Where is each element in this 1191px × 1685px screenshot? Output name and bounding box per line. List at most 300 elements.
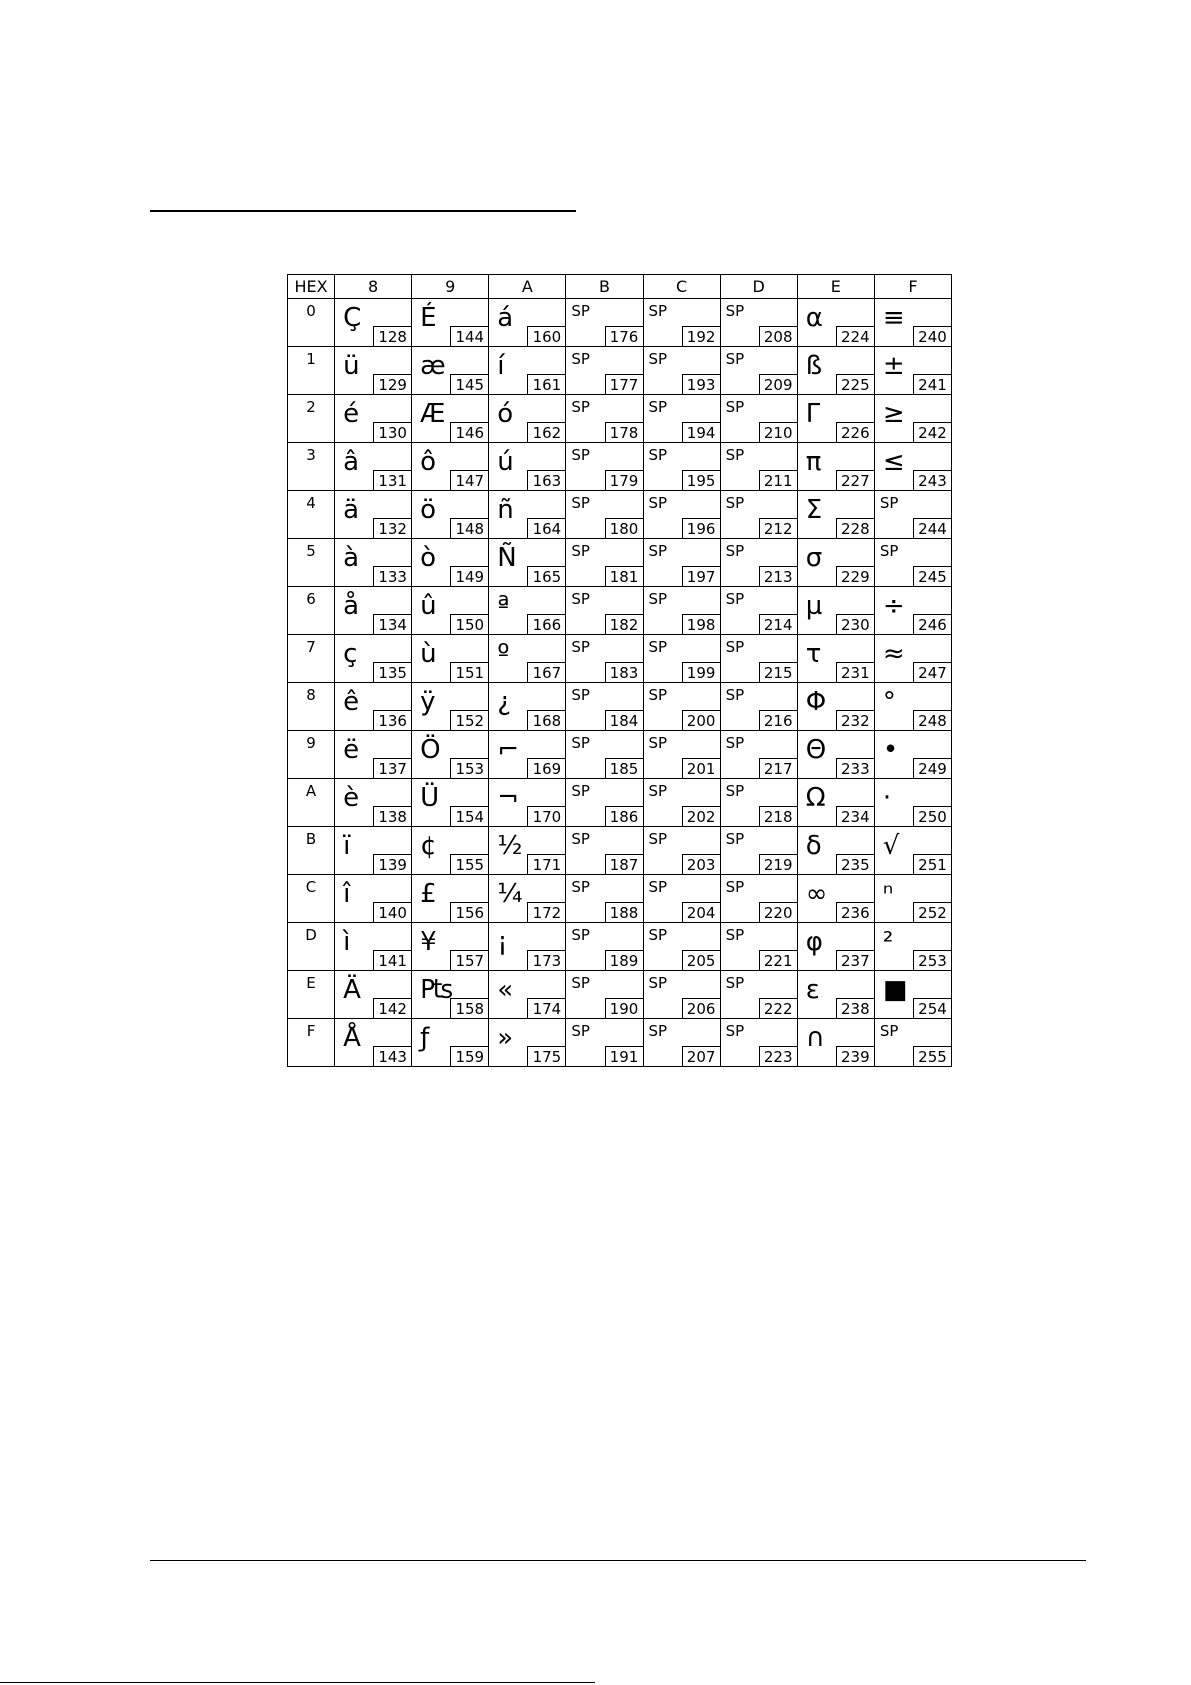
space-marker: SP [725, 974, 745, 992]
char-cell [412, 971, 489, 1019]
space-marker: SP [571, 734, 590, 752]
char-cell [335, 779, 412, 827]
char-cell [720, 539, 797, 587]
char-cell [412, 779, 489, 827]
char-cell [720, 587, 797, 635]
space-marker: SP [725, 782, 745, 800]
character-glyph: ó [497, 399, 514, 429]
decimal-code: 184 [605, 710, 643, 730]
decimal-code: 212 [759, 518, 797, 538]
table-row [288, 443, 952, 491]
character-glyph: æ [420, 351, 446, 381]
space-marker: SP [725, 494, 745, 512]
row-hex-cell [288, 347, 335, 395]
char-cell [489, 923, 566, 971]
row-hex-label: D [305, 926, 317, 944]
character-glyph: ¢ [420, 831, 437, 861]
char-cell [797, 683, 874, 731]
row-hex-cell [288, 923, 335, 971]
char-cell [489, 635, 566, 683]
space-marker: SP [571, 974, 590, 992]
space-marker: SP [725, 734, 745, 752]
char-cell [720, 779, 797, 827]
decimal-code: 142 [373, 998, 411, 1018]
table-body [288, 299, 952, 1067]
decimal-code: 189 [605, 950, 643, 970]
character-glyph: ≥ [882, 399, 905, 429]
decimal-code: 220 [759, 902, 797, 922]
decimal-code: 251 [913, 854, 951, 874]
space-marker: SP [725, 830, 745, 848]
char-cell [797, 299, 874, 347]
char-cell [335, 827, 412, 875]
decimal-code: 208 [759, 326, 797, 346]
row-hex-label: 1 [306, 350, 316, 368]
char-cell [643, 731, 720, 779]
character-glyph: ¬ [497, 783, 520, 813]
character-glyph: ù [420, 639, 437, 669]
table-row [288, 635, 952, 683]
decimal-code: 197 [682, 566, 720, 586]
char-cell [720, 395, 797, 443]
character-glyph: ì [343, 927, 351, 957]
decimal-code: 225 [836, 374, 874, 394]
decimal-code: 170 [527, 806, 565, 826]
character-glyph: £ [420, 879, 437, 909]
row-hex-label: F [306, 1022, 316, 1040]
char-cell [643, 395, 720, 443]
decimal-code: 201 [682, 758, 720, 778]
space-marker: SP [571, 686, 590, 704]
table-row [288, 971, 952, 1019]
char-cell [412, 1019, 489, 1067]
char-cell [797, 587, 874, 635]
character-glyph: ß [805, 351, 823, 381]
char-cell [566, 1019, 643, 1067]
character-glyph: Ω [805, 783, 826, 813]
space-marker: SP [725, 686, 745, 704]
character-glyph: ï [343, 831, 351, 861]
table-row [288, 1019, 952, 1067]
decimal-code: 207 [682, 1046, 720, 1066]
char-cell [412, 923, 489, 971]
space-marker: SP [648, 830, 668, 848]
character-glyph: Ä [343, 975, 361, 1005]
decimal-code: 172 [527, 902, 565, 922]
char-cell [412, 539, 489, 587]
decimal-code: 224 [836, 326, 874, 346]
space-marker: SP [879, 494, 899, 512]
char-cell [335, 443, 412, 491]
character-glyph: ê [343, 687, 360, 717]
decimal-code: 166 [527, 614, 565, 634]
space-marker: SP [571, 590, 590, 608]
character-glyph: α [805, 303, 823, 333]
char-cell [874, 347, 951, 395]
char-cell [874, 635, 951, 683]
row-hex-cell [288, 731, 335, 779]
decimal-code: 204 [682, 902, 720, 922]
table-row [288, 923, 952, 971]
char-cell [643, 347, 720, 395]
character-glyph: ∩ [805, 1023, 825, 1053]
char-cell [643, 299, 720, 347]
character-glyph: ƒ [420, 1023, 430, 1053]
char-cell [412, 587, 489, 635]
char-cell [412, 395, 489, 443]
table-row [288, 395, 952, 443]
char-cell [643, 923, 720, 971]
decimal-code: 237 [836, 950, 874, 970]
character-glyph: ¼ [497, 879, 523, 909]
decimal-code: 252 [913, 902, 951, 922]
char-cell [797, 635, 874, 683]
space-marker: SP [571, 926, 590, 944]
character-glyph: Æ [420, 399, 446, 429]
row-hex-cell [288, 587, 335, 635]
character-glyph: î [343, 879, 351, 909]
decimal-code: 200 [682, 710, 720, 730]
space-marker: SP [571, 542, 590, 560]
space-marker: SP [648, 350, 668, 368]
decimal-code: 133 [373, 566, 411, 586]
character-glyph: ÷ [882, 591, 905, 621]
char-cell [643, 875, 720, 923]
char-cell [489, 971, 566, 1019]
row-hex-label: 4 [306, 494, 316, 512]
char-cell [720, 683, 797, 731]
char-cell [643, 1019, 720, 1067]
row-hex-cell [288, 1019, 335, 1067]
table-row [288, 683, 952, 731]
decimal-code: 195 [682, 470, 720, 490]
char-cell [797, 971, 874, 1019]
decimal-code: 176 [605, 326, 643, 346]
space-marker: SP [648, 446, 668, 464]
character-glyph: º [497, 639, 510, 669]
character-glyph: σ [805, 543, 823, 573]
row-hex-cell [288, 971, 335, 1019]
decimal-code: 139 [373, 854, 411, 874]
decimal-code: 168 [527, 710, 565, 730]
character-glyph: ■ [882, 975, 908, 1005]
decimal-code: 162 [527, 422, 565, 442]
column-header: E [797, 275, 874, 299]
decimal-code: 211 [759, 470, 797, 490]
char-cell [566, 779, 643, 827]
decimal-code: 234 [836, 806, 874, 826]
table-row [288, 731, 952, 779]
char-cell [566, 731, 643, 779]
char-cell [566, 587, 643, 635]
decimal-code: 188 [605, 902, 643, 922]
row-hex-label: 3 [306, 446, 316, 464]
decimal-code: 154 [450, 806, 488, 826]
char-cell [489, 827, 566, 875]
space-marker: SP [648, 686, 668, 704]
character-glyph: ≡ [882, 303, 905, 333]
decimal-code: 135 [373, 662, 411, 682]
decimal-code: 164 [527, 518, 565, 538]
character-glyph: ¿ [497, 687, 512, 717]
char-cell [874, 587, 951, 635]
table-row [288, 539, 952, 587]
char-cell [720, 827, 797, 875]
decimal-code: 175 [527, 1046, 565, 1066]
row-hex-cell [288, 491, 335, 539]
space-marker: SP [725, 638, 745, 656]
character-glyph: Ö [420, 735, 441, 765]
space-marker: SP [648, 494, 668, 512]
column-header: D [720, 275, 797, 299]
char-cell [489, 491, 566, 539]
decimal-code: 192 [682, 326, 720, 346]
char-cell [797, 827, 874, 875]
character-glyph: û [420, 591, 437, 621]
decimal-code: 227 [836, 470, 874, 490]
decimal-code: 150 [450, 614, 488, 634]
decimal-code: 229 [836, 566, 874, 586]
char-cell [335, 731, 412, 779]
decimal-code: 214 [759, 614, 797, 634]
decimal-code: 213 [759, 566, 797, 586]
decimal-code: 255 [913, 1046, 951, 1066]
char-cell [335, 923, 412, 971]
space-marker: SP [725, 878, 745, 896]
space-marker: SP [648, 1022, 668, 1040]
decimal-code: 209 [759, 374, 797, 394]
decimal-code: 140 [373, 902, 411, 922]
space-marker: SP [725, 926, 745, 944]
char-cell [797, 875, 874, 923]
table-row [288, 779, 952, 827]
decimal-code: 241 [913, 374, 951, 394]
space-marker: SP [648, 782, 668, 800]
char-cell [335, 683, 412, 731]
char-cell [566, 491, 643, 539]
char-cell [335, 635, 412, 683]
character-glyph: Θ [805, 735, 827, 765]
character-glyph: ú [497, 447, 514, 477]
char-cell [797, 443, 874, 491]
char-cell [874, 443, 951, 491]
space-marker: SP [648, 734, 668, 752]
space-marker: SP [571, 494, 590, 512]
char-cell [797, 1019, 874, 1067]
character-glyph: Ñ [497, 543, 517, 573]
char-cell [566, 539, 643, 587]
table-row [288, 587, 952, 635]
character-glyph: Γ [805, 399, 821, 429]
char-cell [643, 635, 720, 683]
char-cell [720, 875, 797, 923]
column-header: B [566, 275, 643, 299]
char-cell [643, 491, 720, 539]
char-cell [412, 299, 489, 347]
char-cell [874, 923, 951, 971]
decimal-code: 230 [836, 614, 874, 634]
character-glyph: ≈ [882, 639, 905, 669]
decimal-code: 181 [605, 566, 643, 586]
hex-corner-header: HEX [288, 275, 335, 299]
decimal-code: 238 [836, 998, 874, 1018]
row-hex-label: 0 [306, 302, 316, 320]
character-glyph: ä [343, 495, 359, 525]
char-cell [643, 443, 720, 491]
decimal-code: 205 [682, 950, 720, 970]
space-marker: SP [648, 638, 668, 656]
char-cell [489, 395, 566, 443]
char-cell [566, 971, 643, 1019]
char-cell [643, 683, 720, 731]
decimal-code: 138 [373, 806, 411, 826]
decimal-code: 143 [373, 1046, 411, 1066]
char-cell [643, 971, 720, 1019]
footer-rule [0, 1682, 595, 1683]
character-glyph: ÿ [420, 687, 436, 717]
char-cell [489, 1019, 566, 1067]
character-glyph: à [343, 543, 359, 573]
decimal-code: 145 [450, 374, 488, 394]
decimal-code: 152 [450, 710, 488, 730]
decimal-code: 144 [450, 326, 488, 346]
row-hex-cell [288, 875, 335, 923]
decimal-code: 247 [913, 662, 951, 682]
row-hex-label: 9 [306, 734, 316, 752]
decimal-code: 206 [682, 998, 720, 1018]
character-glyph: ½ [497, 831, 523, 861]
character-glyph: µ [805, 591, 823, 621]
character-glyph: ç [343, 639, 358, 669]
decimal-code: 253 [913, 950, 951, 970]
character-glyph: ñ [497, 495, 514, 525]
decimal-code: 169 [527, 758, 565, 778]
char-cell [335, 299, 412, 347]
decimal-code: 245 [913, 566, 951, 586]
row-hex-cell [288, 539, 335, 587]
decimal-code: 146 [450, 422, 488, 442]
row-hex-label: 5 [306, 542, 316, 560]
space-marker: SP [879, 1022, 899, 1040]
character-glyph: « [497, 975, 514, 1005]
decimal-code: 179 [605, 470, 643, 490]
character-glyph: ε [805, 975, 820, 1005]
row-hex-cell [288, 395, 335, 443]
character-glyph: ⁿ [882, 879, 894, 909]
decimal-code: 153 [450, 758, 488, 778]
decimal-code: 173 [527, 950, 565, 970]
row-hex-cell [288, 299, 335, 347]
decimal-code: 174 [527, 998, 565, 1018]
decimal-code: 190 [605, 998, 643, 1018]
space-marker: SP [725, 590, 745, 608]
table-row [288, 491, 952, 539]
char-cell [874, 1019, 951, 1067]
decimal-code: 240 [913, 326, 951, 346]
table-row [288, 299, 952, 347]
decimal-code: 233 [836, 758, 874, 778]
decimal-code: 149 [450, 566, 488, 586]
decimal-code: 243 [913, 470, 951, 490]
character-glyph: τ [805, 639, 822, 669]
character-glyph: π [805, 447, 822, 477]
char-cell [412, 635, 489, 683]
decimal-code: 249 [913, 758, 951, 778]
character-glyph: ü [343, 351, 360, 381]
character-glyph: ± [882, 351, 905, 381]
space-marker: SP [648, 878, 668, 896]
char-cell [720, 1019, 797, 1067]
char-cell [720, 299, 797, 347]
decimal-code: 236 [836, 902, 874, 922]
char-cell [412, 491, 489, 539]
decimal-code: 223 [759, 1046, 797, 1066]
char-cell [874, 779, 951, 827]
char-cell [720, 491, 797, 539]
char-cell [874, 827, 951, 875]
space-marker: SP [725, 302, 745, 320]
char-cell [797, 491, 874, 539]
character-glyph: Φ [805, 687, 827, 717]
column-header: C [643, 275, 720, 299]
char-cell [566, 683, 643, 731]
decimal-code: 248 [913, 710, 951, 730]
character-glyph: • [882, 735, 899, 765]
space-marker: SP [571, 302, 590, 320]
row-hex-label: A [305, 782, 317, 800]
column-header: 8 [335, 275, 412, 299]
space-marker: SP [571, 398, 590, 416]
decimal-code: 231 [836, 662, 874, 682]
decimal-code: 161 [527, 374, 565, 394]
decimal-code: 178 [605, 422, 643, 442]
row-hex-label: B [305, 830, 317, 848]
char-cell [566, 923, 643, 971]
decimal-code: 187 [605, 854, 643, 874]
char-cell [489, 683, 566, 731]
column-header: A [489, 275, 566, 299]
decimal-code: 196 [682, 518, 720, 538]
row-hex-label: 7 [306, 638, 316, 656]
decimal-code: 210 [759, 422, 797, 442]
char-cell [335, 1019, 412, 1067]
char-cell [412, 827, 489, 875]
character-glyph: φ [805, 927, 823, 957]
char-cell [797, 923, 874, 971]
character-glyph: ò [420, 543, 437, 573]
char-cell [566, 395, 643, 443]
row-hex-label: E [306, 974, 316, 992]
decimal-code: 158 [450, 998, 488, 1018]
decimal-code: 239 [836, 1046, 874, 1066]
decimal-code: 160 [527, 326, 565, 346]
decimal-code: 137 [373, 758, 411, 778]
char-cell [566, 875, 643, 923]
char-cell [874, 683, 951, 731]
char-cell [874, 491, 951, 539]
decimal-code: 165 [527, 566, 565, 586]
character-glyph: â [343, 447, 359, 477]
character-glyph: ö [420, 495, 437, 525]
char-cell [412, 875, 489, 923]
character-glyph: ² [882, 927, 894, 957]
row-hex-cell [288, 683, 335, 731]
space-marker: SP [725, 350, 745, 368]
char-cell [489, 443, 566, 491]
char-cell [797, 395, 874, 443]
character-glyph: ô [420, 447, 437, 477]
character-glyph: ≤ [882, 447, 905, 477]
